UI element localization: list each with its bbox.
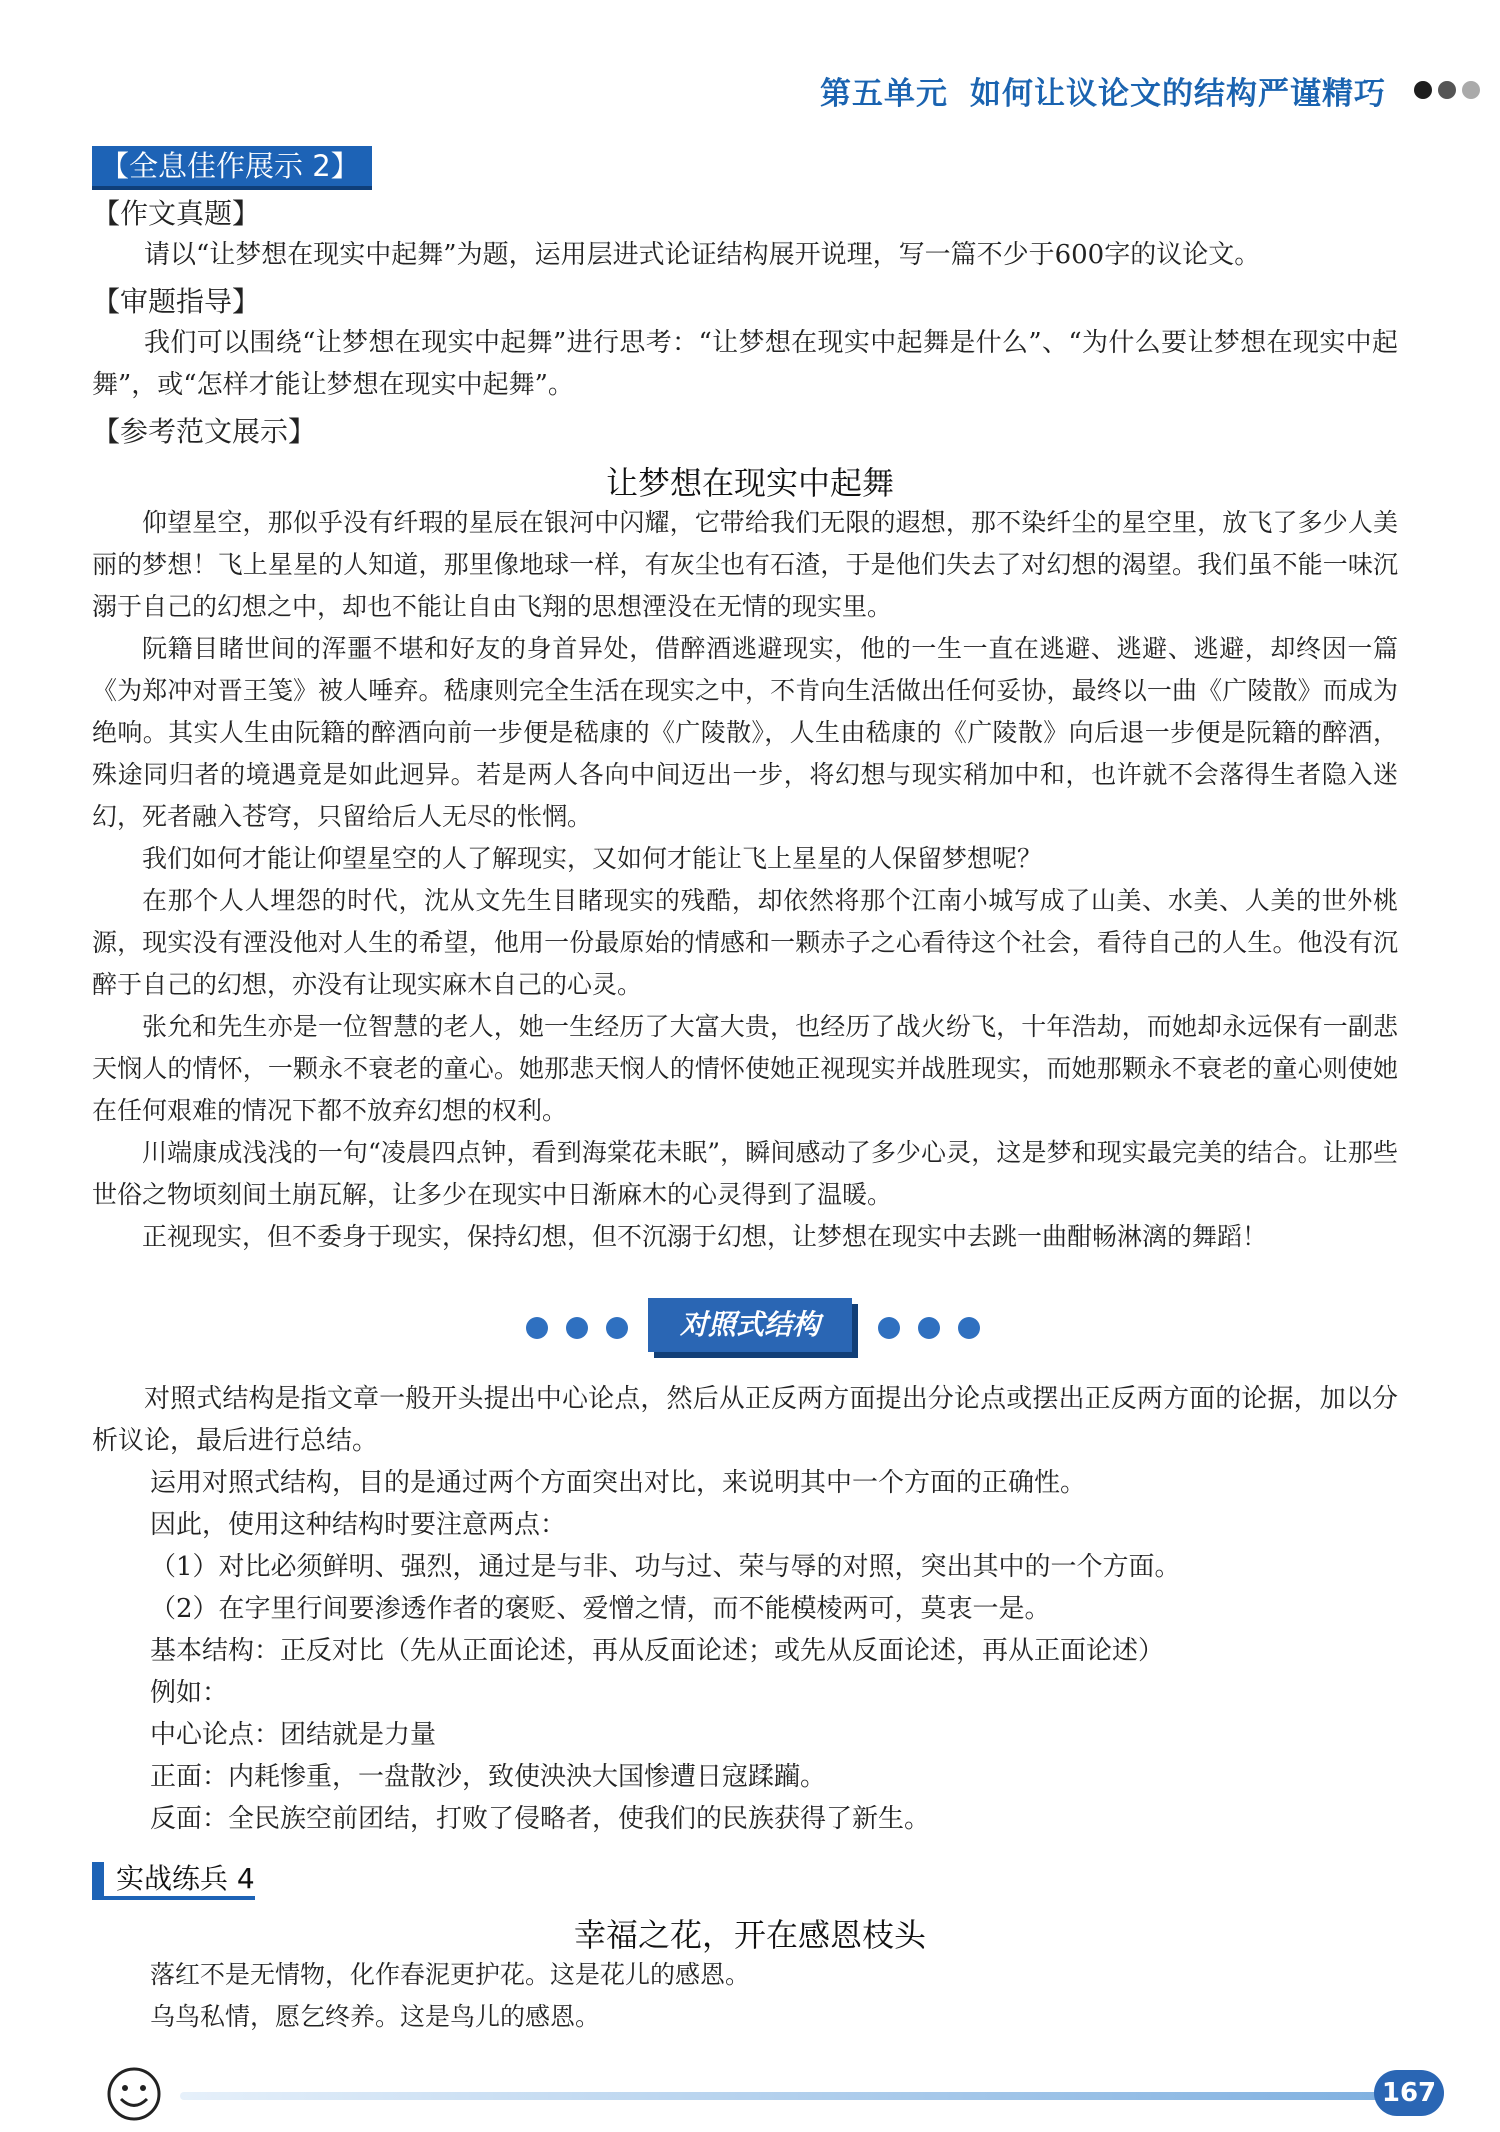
essay-paragraph: 在那个人人埋怨的时代，沈从文先生目睹现实的残酷，却依然将那个江南小城写成了山美、水美、人美的世外桃源，现实没有湮没他对人生的希望，他用一份最原始的情感和一颗赤子之心看待这个社会，看待自己的人生。他没有沉醉于自己的幻想，亦没有让现实麻木自己的心灵。 [92, 886, 1398, 999]
essay-title: 让梦想在现实中起舞 [605, 464, 894, 502]
section-label-showcase: 【全息佳作展示 2】 [92, 146, 372, 190]
structure-line: 运用对照式结构，目的是通过两个方面突出对比，来说明其中一个方面的正确性。 [150, 1468, 1087, 1498]
prompt-heading: 【作文真题】 [92, 197, 261, 230]
section-label-practice: 实战练兵 4 [92, 1862, 255, 1900]
practice-line: 乌鸟私情，愿乞终养。这是鸟儿的感恩。 [150, 2002, 601, 2031]
banner-dot [526, 1317, 548, 1339]
smiley-icon [104, 2064, 164, 2124]
essay-paragraph: 仰望星空，那似乎没有纤瑕的星辰在银河中闪耀，它带给我们无限的遐想，那不染纤尘的星空里，放飞了多少人美丽的梦想！飞上星星的人知道，那里像地球一样，有灰尘也有石渣，于是他们失去了对幻想的渴望。我们虽不能一味沉溺于自己的幻想之中，却也不能让自由飞翔的思想湮没在无情的现实里。 [92, 508, 1398, 621]
guide-text: 我们可以围绕“让梦想在现实中起舞”进行思考：“让梦想在现实中起舞是什么”、“为什么要让梦想在现实中起舞”，或“怎样才能让梦想在现实中起舞”。 [92, 328, 1398, 400]
header-dots [1414, 81, 1480, 99]
essay-paragraph: 张允和先生亦是一位智慧的老人，她一生经历了大富大贵，也经历了战火纷飞，十年浩劫，而她却永远保有一副悲天悯人的情怀，一颗永不衰老的童心。她那悲天悯人的情怀使她正视现实并战胜现实，而她那颗永不衰老的童心则使她在任何艰难的情况下都不放弃幻想的权利。 [92, 1012, 1398, 1125]
practice-line: 落红不是无情物，化作春泥更护花。这是花儿的感恩。 [150, 1960, 751, 1989]
running-header [820, 62, 1480, 118]
essay-paragraph: 我们如何才能让仰望星空的人了解现实，又如何才能让飞上星星的人保留梦想呢？ [142, 844, 1043, 873]
structure-line: 因此，使用这种结构时要注意两点： [150, 1510, 567, 1540]
structure-line: 中心论点：团结就是力量 [150, 1720, 437, 1750]
structure-line: （1）对比必须鲜明、强烈，通过是与非、功与过、荣与辱的对照，突出其中的一个方面。 [150, 1552, 1181, 1582]
banner-dot [566, 1317, 588, 1339]
header-dot [1414, 81, 1432, 99]
banner-dot [606, 1317, 628, 1339]
essay-paragraph: 阮籍目睹世间的浑噩不堪和好友的身首异处，借醉酒逃避现实，他的一生一直在逃避、逃避、逃避，却终因一篇《为郑冲对晋王笺》被人唾弃。嵇康则完全生活在现实之中，不肯向生活做出任何妥协，最终以一曲《广陵散》而成为绝响。其实人生由阮籍的醉酒向前一步便是嵇康的《广陵散》，人生由嵇康的《广陵散》向后退一步便是阮籍的醉酒，殊途同归者的境遇竟是如此迥异。若是两人各向中间迈出一步，将幻想与现实稍加中和，也许就不会落得生者隐入迷幻，死者融入苍穹，只留给后人无尽的怅惘。 [92, 634, 1398, 831]
header-dot [1462, 81, 1480, 99]
section-banner: 对照式结构 [648, 1298, 852, 1352]
structure-line: 正面：内耗惨重，一盘散沙，致使泱泱大国惨遭日寇蹂躏。 [150, 1762, 827, 1792]
header-dot [1438, 81, 1456, 99]
banner-dot [878, 1317, 900, 1339]
practice-title: 幸福之花，开在感恩枝头 [573, 1916, 926, 1954]
prompt-text: 请以“让梦想在现实中起舞”为题，运用层进式论证结构展开说理，写一篇不少于600字的议论文。 [144, 240, 1261, 270]
structure-line: 基本结构：正反对比（先从正面论述，再从反面论述；或先从反面论述，再从正面论述） [150, 1636, 1165, 1666]
structure-intro: 对照式结构是指文章一般开头提出中心论点，然后从正反两方面提出分论点或摆出正反两方面的论据，加以分析议论，最后进行总结。 [92, 1384, 1398, 1456]
footer-rule [180, 2092, 1390, 2100]
guide-heading: 【审题指导】 [92, 285, 261, 318]
banner-dot [958, 1317, 980, 1339]
sample-heading: 【参考范文展示】 [92, 415, 317, 448]
essay-paragraph: 正视现实，但不委身于现实，保持幻想，但不沉溺于幻想，让梦想在现实中去跳一曲酣畅淋漓的舞蹈！ [142, 1222, 1268, 1251]
unit-label: 第五单元 [820, 75, 948, 112]
page-number: 167 [1374, 2070, 1444, 2116]
structure-line: 例如： [150, 1678, 229, 1708]
essay-paragraph: 川端康成浅浅的一句“凌晨四点钟，看到海棠花未眠”，瞬间感动了多少心灵，这是梦和现实最完美的结合。让那些世俗之物顷刻间土崩瓦解，让多少在现实中日渐麻木的心灵得到了温暖。 [92, 1138, 1398, 1209]
structure-line: 反面：全民族空前团结，打败了侵略者，使我们的民族获得了新生。 [150, 1804, 931, 1834]
structure-line: （2）在字里行间要渗透作者的褒贬、爱憎之情，而不能模棱两可，莫衷一是。 [150, 1594, 1051, 1624]
banner-dot [918, 1317, 940, 1339]
chapter-title: 如何让议论文的结构严谨精巧 [970, 75, 1386, 112]
